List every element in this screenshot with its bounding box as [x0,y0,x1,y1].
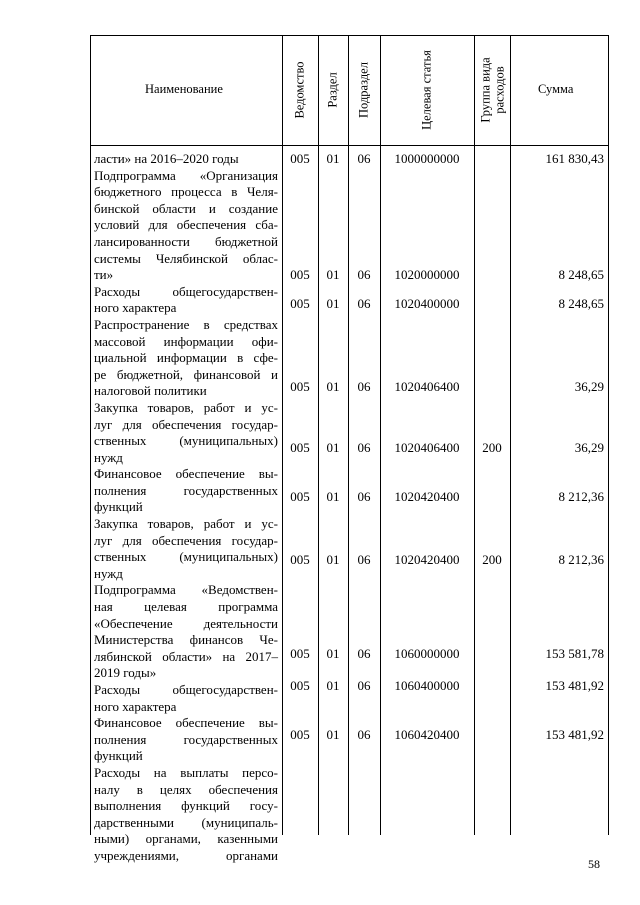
name-line: Расходы на выплаты персо- [94,764,278,780]
cell-razdel: 01 [326,379,340,394]
name-line: ными) органами, казенными [94,831,278,847]
cell-podrazdel: 06 [357,489,371,504]
name-line: ного характера [94,698,177,714]
cell-summa: 153 481,92 [545,727,604,742]
cell-summa: 36,29 [574,379,604,394]
name-line: ственных (муниципальных) [94,549,278,565]
cell-summa: 161 830,43 [545,151,604,166]
cell-celevaya: 1060400000 [394,678,460,693]
name-line: нужд [94,565,123,581]
cell-razdel: 01 [326,727,340,742]
name-line: нужд [94,449,123,465]
cell-vedomstvo: 005 [290,646,310,661]
name-line: Расходы общегосударствен- [94,682,278,697]
name-line: массовой информации офи- [94,333,278,349]
cell-podrazdel: 06 [357,151,371,166]
cell-summa: 36,29 [574,440,604,455]
name-line: ре бюджетной, финансовой и [94,366,278,382]
name-line: ная целевая программа [94,599,278,615]
name-line: Подпрограмма «Ведомствен- [94,582,278,598]
cell-podrazdel: 06 [357,727,371,742]
name-line: учреждениями, органами [94,847,278,863]
header-bottom-line [90,145,609,146]
name-line: условий для обеспечения сба- [94,217,278,233]
name-line: 2019 годы» [94,665,157,681]
name-line: выполнения функций госу- [94,798,278,814]
cell-celevaya: 1020406400 [394,440,460,455]
cell-summa: 8 212,36 [558,552,604,567]
name-line: Подпрограмма «Организация [94,167,278,183]
cell-podrazdel: 06 [357,552,371,567]
name-line: лябинской области» на 2017– [94,648,278,664]
cell-vedomstvo: 005 [290,489,310,504]
cell-celevaya: 1020420400 [394,552,460,567]
name-line: ственных (муниципальных) [94,433,278,449]
cell-podrazdel: 06 [357,678,371,693]
cell-razdel: 01 [326,646,340,661]
name-line: луг для обеспечения государ- [94,532,278,548]
table-border-top [90,35,609,36]
name-line: Закупка товаров, работ и ус- [94,399,278,415]
name-line: ти» [94,267,114,283]
name-line: Закупка товаров, работ и ус- [94,516,278,532]
name-line: Министерства финансов Че- [94,632,278,648]
cell-summa: 8 248,65 [558,267,604,282]
name-line: ласти» на 2016–2020 годы [94,151,239,166]
name-line: бинской области и создание [94,200,278,216]
name-line: циальной информации в сфе- [94,350,278,366]
name-column [94,151,278,865]
cell-vedomstvo: 005 [290,267,310,282]
cell-razdel: 01 [326,151,340,166]
name-line: полнения государственных [94,482,278,498]
cell-podrazdel: 06 [357,296,371,311]
cell-gruppa: 200 [482,552,502,567]
cell-razdel: 01 [326,552,340,567]
cell-razdel: 01 [326,678,340,693]
cell-vedomstvo: 005 [290,440,310,455]
cell-podrazdel: 06 [357,646,371,661]
name-line: дарственными (муниципаль- [94,814,278,830]
cell-summa: 153 481,92 [545,678,604,693]
cell-celevaya: 1000000000 [394,151,460,166]
cell-vedomstvo: 005 [290,296,310,311]
cell-celevaya: 1060000000 [394,646,460,661]
header-gruppa-line1: Группа вида [478,57,493,123]
cell-vedomstvo: 005 [290,727,310,742]
header-podrazdel: Подраздел [356,62,371,118]
header-gruppa-line2: расходов [492,66,507,114]
name-line: ного характера [94,300,177,316]
name-line: функций [94,748,143,764]
name-line: лансированности бюджетной [94,233,278,249]
cell-celevaya: 1060420400 [394,727,460,742]
cell-vedomstvo: 005 [290,552,310,567]
cell-razdel: 01 [326,489,340,504]
cell-celevaya: 1020400000 [394,296,460,311]
col-divider-gruppa [474,35,475,835]
cell-razdel: 01 [326,440,340,455]
name-line: системы Челябинской облас- [94,250,278,266]
cell-vedomstvo: 005 [290,151,310,166]
header-summa: Сумма [538,82,574,96]
cell-summa: 8 248,65 [558,296,604,311]
header-vedomstvo: Ведомство [292,61,307,119]
cell-podrazdel: 06 [357,267,371,282]
table-border-left [90,35,91,835]
name-line: луг для обеспечения государ- [94,416,278,432]
cell-celevaya: 1020420400 [394,489,460,504]
name-line: «Обеспечение деятельности [94,615,278,631]
header-razdel: Раздел [325,72,340,108]
cell-celevaya: 1020406400 [394,379,460,394]
cell-gruppa: 200 [482,440,502,455]
cell-summa: 153 581,78 [545,646,604,661]
name-line: функций [94,499,143,515]
name-line: бюджетного процесса в Челя- [94,184,278,200]
name-line: Финансовое обеспечение вы- [94,466,278,482]
cell-vedomstvo: 005 [290,379,310,394]
cell-summa: 8 212,36 [558,489,604,504]
name-line: Расходы общегосударствен- [94,283,278,299]
cell-podrazdel: 06 [357,440,371,455]
cell-razdel: 01 [326,296,340,311]
cell-vedomstvo: 005 [290,678,310,693]
name-line: полнения государственных [94,731,278,747]
cell-podrazdel: 06 [357,379,371,394]
header-celevaya: Целевая статья [419,50,434,130]
name-line: налоговой политики [94,383,207,399]
cell-celevaya: 1020000000 [394,267,460,282]
table-border-right [608,35,609,835]
header-name: Наименование [145,82,223,96]
name-line: Финансовое обеспечение вы- [94,715,278,731]
cell-razdel: 01 [326,267,340,282]
name-line: налу в целях обеспечения [94,781,278,797]
page-number: 58 [588,857,600,871]
name-line: Распространение в средствах [94,316,278,332]
